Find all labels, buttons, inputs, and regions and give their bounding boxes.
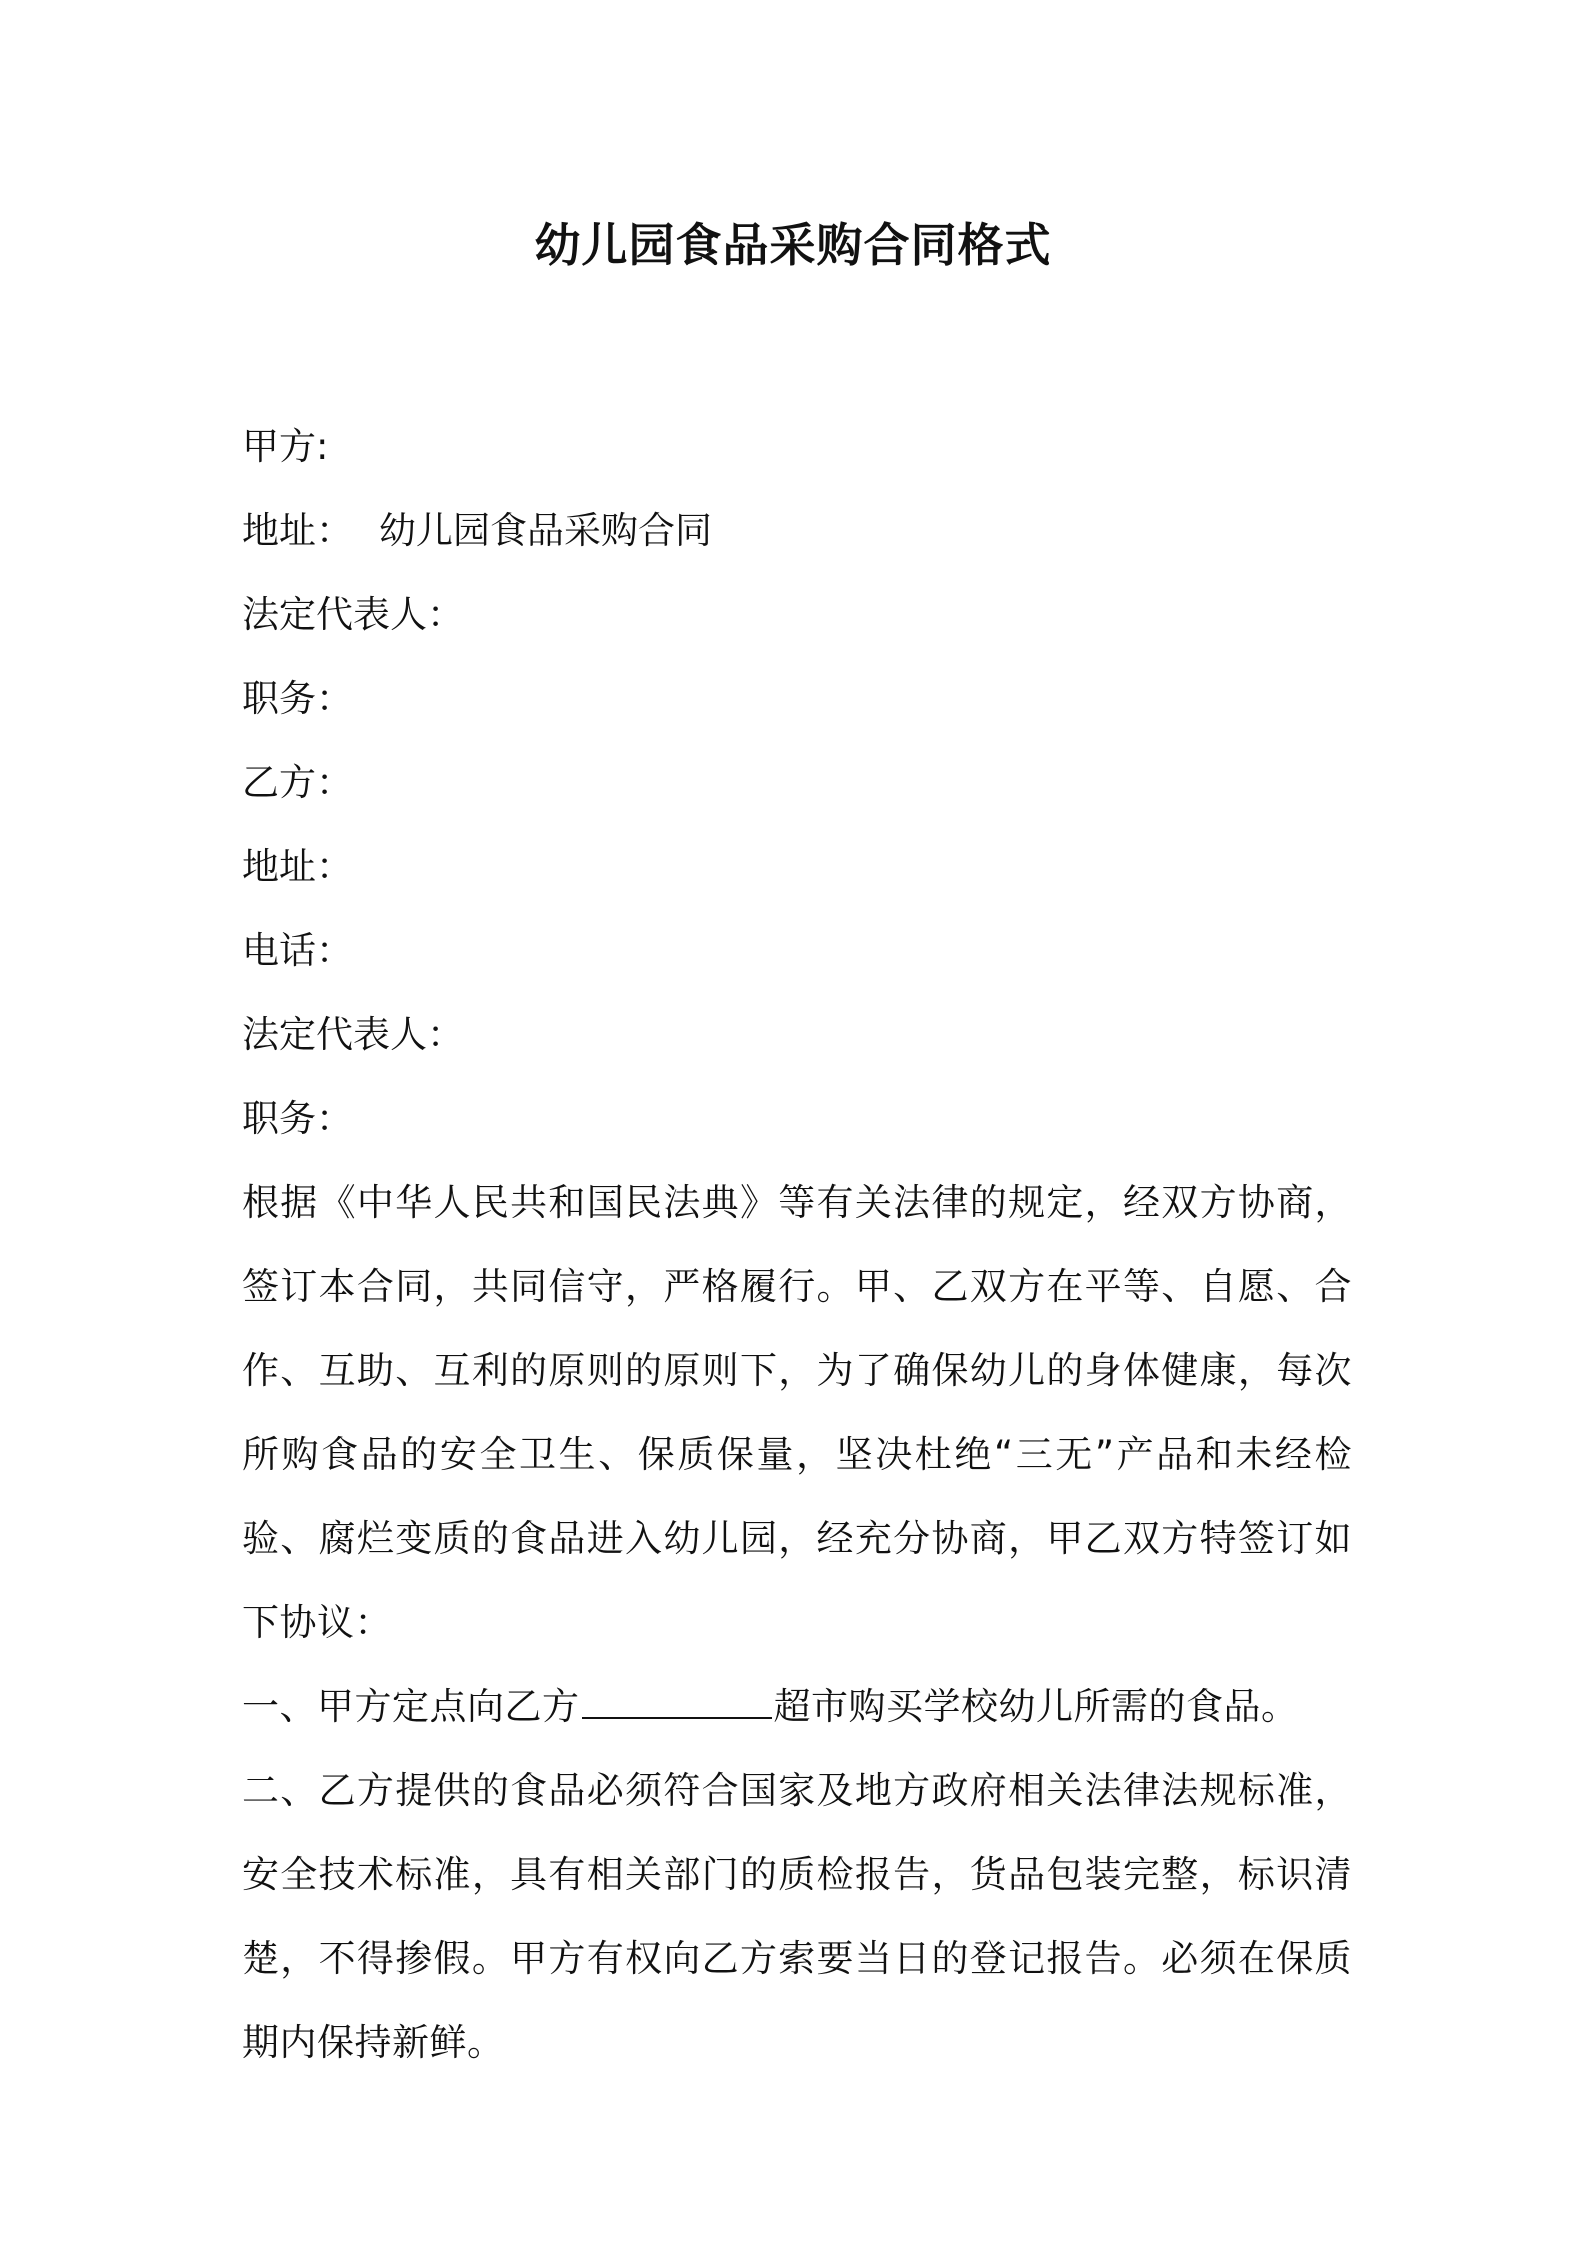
party-b-phone-label: 电话： [242,929,353,972]
document-body [242,405,1352,2085]
supplier-name-blank [582,1677,772,1719]
intro-paragraph: 根据《中华人民共和国民法典》等有关法律的规定，经双方协商，签订本合同，共同信守，严格履行。甲、乙双方在平等、自愿、合作、互助、互利的原则的原则下，为了确保幼儿的身体健康，每次所购食品的安全卫生、保质保量，坚决杜绝“三无”产品和未经检验、腐烂变质的食品进入幼儿园，经充分协商，甲乙双方特签订如下协议： [242,1181,1352,1644]
party-b-position-line [242,1077,1352,1161]
party-a-line [242,405,1352,489]
clause-1 [242,1665,1352,1749]
clause-2: 二、乙方提供的食品必须符合国家及地方政府相关法律法规标准，安全技术标准，具有相关部门的质检报告，货品包装完整，标识清楚，不得掺假。甲方有权向乙方索要当日的登记报告。必须在保质期内保持新鲜。 [242,1769,1352,2064]
document-title: 幼儿园食品采购合同格式 [534,218,1052,272]
party-b-rep-line [242,993,1352,1077]
party-b-address-line [242,825,1352,909]
party-a-position-label: 职务： [242,677,353,720]
party-a-rep-label: 法定代表人： [242,593,464,636]
party-b-phone-line [242,909,1352,993]
party-b-address-label: 地址： [242,845,353,888]
clause-1-text-after: 超市购买学校幼儿所需的食品。 [773,1685,1299,1728]
party-b-position-label: 职务： [242,1097,353,1140]
party-a-address-label: 地址： [242,509,353,552]
party-a-address-line [242,489,1352,573]
party-a-rep-line [242,573,1352,657]
party-b-line [242,741,1352,825]
party-b-label: 乙方： [242,761,353,804]
party-a-label: 甲方: [242,425,329,468]
clause-1-text-before: 一、甲方定点向乙方 [242,1685,580,1728]
party-a-address-value: 幼儿园食品采购合同 [379,509,712,552]
party-a-position-line [242,657,1352,741]
party-b-rep-label: 法定代表人： [242,1013,464,1056]
